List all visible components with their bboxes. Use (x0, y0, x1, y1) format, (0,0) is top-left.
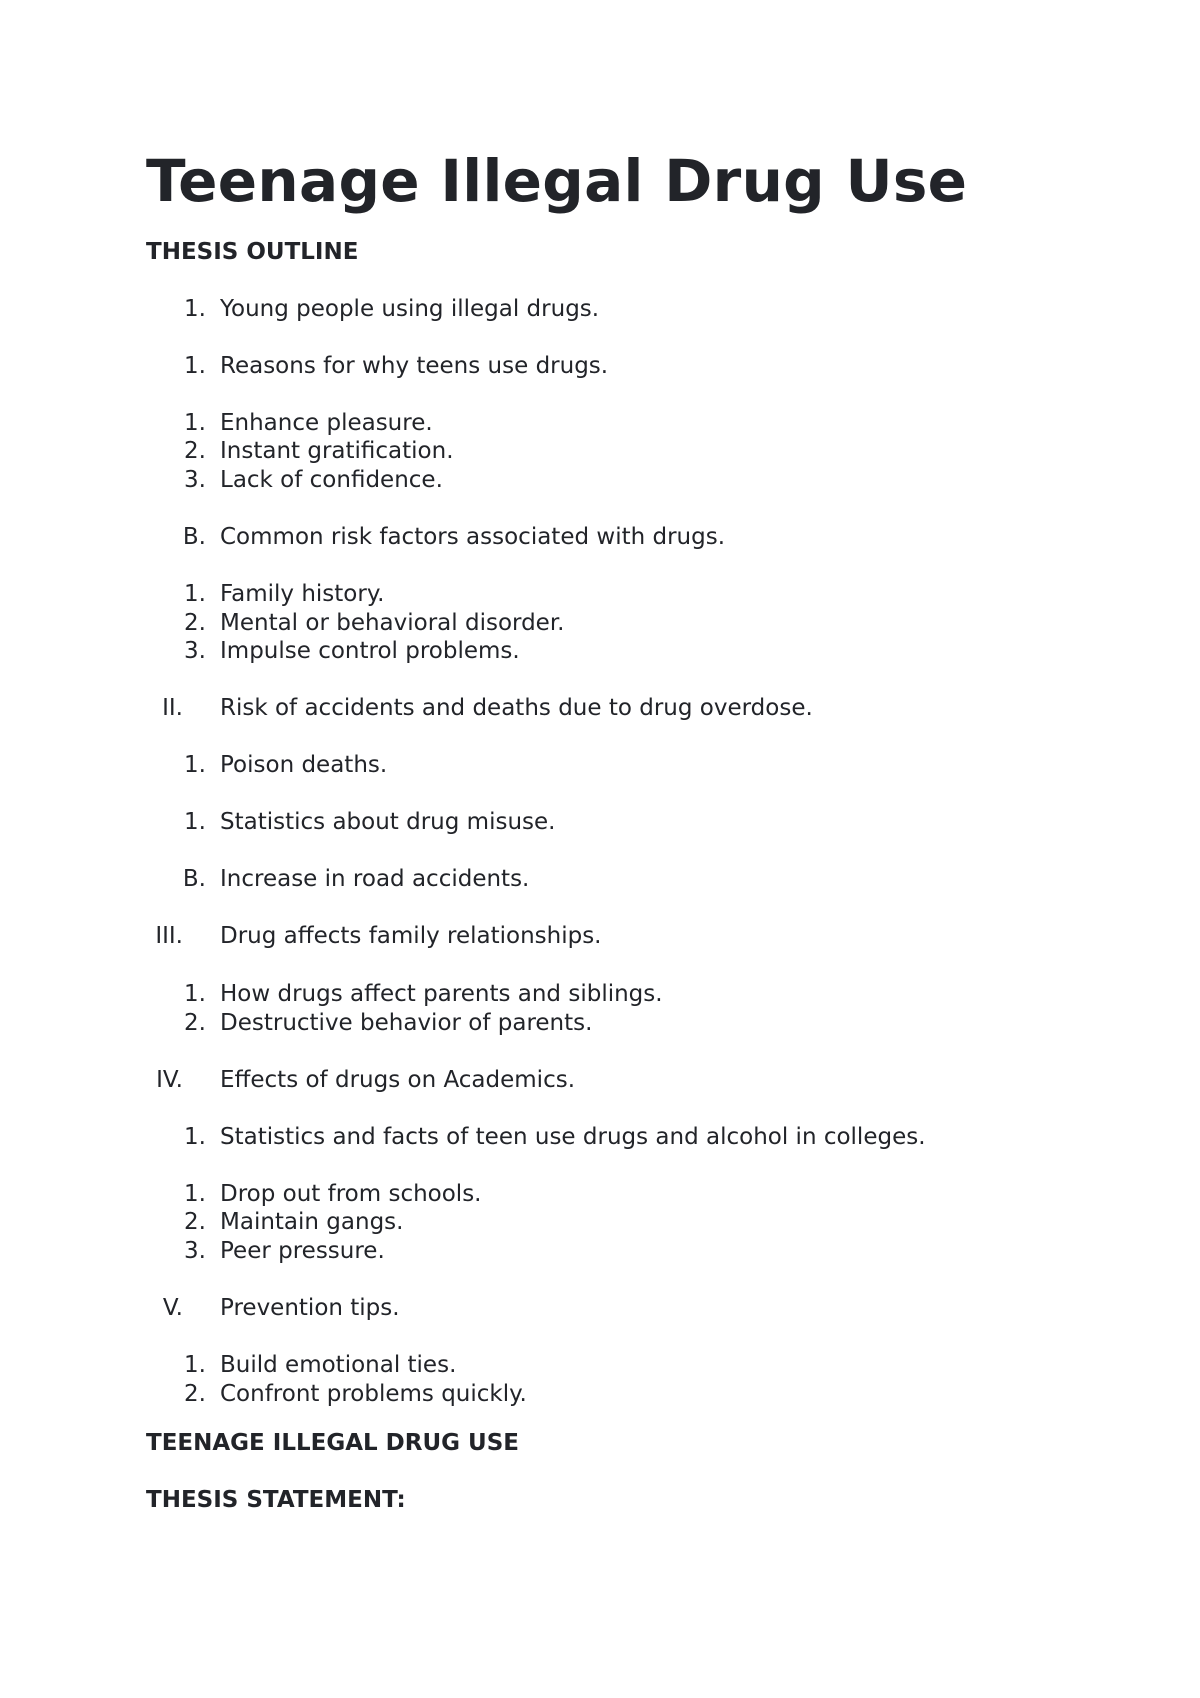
outline-item-text: Peer pressure. (220, 1238, 385, 1264)
outline-item-text: Drug affects family relationships. (220, 923, 602, 949)
outline-item-marker: 3. (184, 638, 206, 664)
outline-item (0, 465, 1200, 495)
outline-item-text: Build emotional ties. (220, 1352, 457, 1378)
outline-item (0, 351, 1200, 381)
section-heading: TEENAGE ILLEGAL DRUG USE (146, 1430, 519, 1456)
outline-item-text: Instant gratification. (220, 438, 454, 464)
outline-item (0, 979, 1200, 1009)
outline-item-marker: III. (155, 923, 183, 949)
outline-item-marker: 1. (184, 410, 206, 436)
outline-item (0, 1065, 1200, 1095)
outline-item-marker: 1. (184, 1352, 206, 1378)
outline-item (0, 1179, 1200, 1209)
outline-heading: THESIS OUTLINE (146, 239, 359, 265)
outline-item (0, 294, 1200, 324)
outline-item (0, 750, 1200, 780)
outline-item-marker: V. (162, 1295, 183, 1321)
outline-item-text: Increase in road accidents. (220, 866, 530, 892)
outline-item-text: Risk of accidents and deaths due to drug overdose. (220, 695, 813, 721)
outline-item-marker: 2. (184, 1010, 206, 1036)
outline-item-text: Statistics and facts of teen use drugs and alcohol in colleges. (220, 1124, 926, 1150)
outline-item-marker: 2. (184, 1209, 206, 1235)
outline-item-text: Poison deaths. (220, 752, 388, 778)
outline-item (0, 436, 1200, 466)
outline-item-text: Effects of drugs on Academics. (220, 1067, 576, 1093)
outline-item (0, 522, 1200, 552)
outline-item (0, 1236, 1200, 1266)
outline-item-marker: B. (182, 866, 206, 892)
outline-item (0, 1122, 1200, 1152)
outline-item-marker: IV. (156, 1067, 183, 1093)
outline-item-text: Common risk factors associated with drugs. (220, 524, 726, 550)
outline-item (0, 693, 1200, 723)
outline-item-text: Enhance pleasure. (220, 410, 433, 436)
outline-item-text: Young people using illegal drugs. (220, 296, 600, 322)
outline-item-text: How drugs affect parents and siblings. (220, 981, 663, 1007)
outline-item-text: Statistics about drug misuse. (220, 809, 556, 835)
outline-item (0, 807, 1200, 837)
outline-item-marker: B. (182, 524, 206, 550)
outline-item-text: Destructive behavior of parents. (220, 1010, 593, 1036)
outline-item (0, 1008, 1200, 1038)
outline-item (0, 1350, 1200, 1380)
outline-item-marker: 1. (184, 1124, 206, 1150)
outline-item-text: Mental or behavioral disorder. (220, 610, 565, 636)
outline-item-text: Drop out from schools. (220, 1181, 482, 1207)
outline-item-marker: 1. (184, 752, 206, 778)
outline-item (0, 1293, 1200, 1323)
outline-item-marker: 3. (184, 1238, 206, 1264)
outline-item (0, 1379, 1200, 1409)
outline-item-marker: 3. (184, 467, 206, 493)
outline-item-text: Prevention tips. (220, 1295, 400, 1321)
outline-item-text: Maintain gangs. (220, 1209, 404, 1235)
outline-item-text: Confront problems quickly. (220, 1381, 527, 1407)
outline-item-marker: 2. (184, 438, 206, 464)
outline-item-text: Reasons for why teens use drugs. (220, 353, 609, 379)
outline-item-marker: 1. (184, 581, 206, 607)
document-title: Teenage Illegal Drug Use (146, 147, 968, 215)
outline-item-text: Impulse control problems. (220, 638, 520, 664)
outline-item-marker: II. (162, 695, 183, 721)
outline-item-marker: 1. (184, 981, 206, 1007)
outline-item-marker: 2. (184, 1381, 206, 1407)
outline-item-marker: 1. (184, 1181, 206, 1207)
outline-item-marker: 1. (184, 353, 206, 379)
thesis-statement-heading: THESIS STATEMENT: (146, 1487, 406, 1513)
outline-item (0, 864, 1200, 894)
outline-item-marker: 1. (184, 809, 206, 835)
outline-item-text: Lack of confidence. (220, 467, 443, 493)
outline-item-marker: 1. (184, 296, 206, 322)
outline-item-text: Family history. (220, 581, 385, 607)
outline-item (0, 608, 1200, 638)
outline-item (0, 1207, 1200, 1237)
outline-item (0, 579, 1200, 609)
outline-item (0, 636, 1200, 666)
outline-item (0, 408, 1200, 438)
outline-item-marker: 2. (184, 610, 206, 636)
outline-item (0, 921, 1200, 951)
